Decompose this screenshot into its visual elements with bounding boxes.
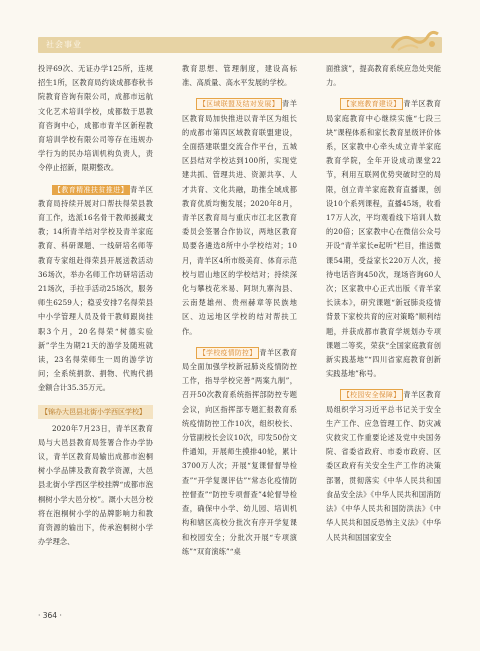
paragraph-text: 2020年7月23日，青羊区教育局与大邑县教育局签署合作办学协议，青羊区教育局输出成都市泡桐树小学品牌及教育教学资源，大邑县北街小学西区学校挂牌“成都市泡桐树小学大邑分校”。溉小大邑分校将在泡桐树小学的品牌影响力和教育资源的输出下，传承泡桐树小学办学理念、 — [38, 423, 153, 547]
section-header-bar — [38, 37, 442, 53]
paragraph-text: 教育思想、管理制度，建设高标准、高质量、高水平发展的学校。 — [182, 64, 297, 88]
paragraph-text: 青羊区教育局全面加强学校新冠肺炎疫情防控工作，指导学校完善“两案九制”，召开50次教育系统指挥部防控专题会议，向区指挥部专题汇报教育系统疫情防控工作10次，组织校长、分管副校长会议10次，印发50份文件通知，开展师生摸排40轮，累计3700万人次；开展“复课督督导检查”“开学复课评估”“常态化疫情防控督查”“防控专项督查”4轮督导检查，确保中小学、幼儿园、培训机构和辖区高校分批次有序开学复课和校园安全；分批次开展“专项演练”“双育演练”“桌 — [182, 347, 297, 556]
paragraph-text: 青羊区教育局加快推进以青羊区为组长的成都市第四区域教育联盟建设，全面搭建联盟交流合作平台，五城区县结对学校达到100所，实现党建共抓、管理共进、资源共享、人才共育、文化共融，助推全域成都教育优质均衡发展；2020年8月，青羊区教育局与重庆市江北区教育委员会签署合作协议，两地区教育局要各遴选8所中小学校结对；10月，青羊区4所市级美育、体育示范校与眉山地区的学校结对；持续深化与攀枝花米易、阿坝九寨沟县、云南楚雄州、贵州赫章等民族地区、边远地区学校的结对帮扶工作。 — [182, 99, 298, 336]
section-heading-family-education: 【家庭教育建设】 — [340, 98, 403, 110]
paragraph-text: 青羊区教育局持续开展对口帮扶得荣县教育工作，选派16名骨干教师援藏支教；14所青羊结对学校及青羊家庭教育、科研课题、一线研培名师等教育专家组赴得荣县开展送教活动36场次，举办名师工作坊研培活动21场次，手拉手活动25场次，服务师生6259人；稳妥安排7名得荣县中小学管理人员及骨干教师跟岗挂职3个月，20名得荣“树德实验新”学生为期21天的游学及随班就读，23名得荣师生一周的游学访问；全系统捐款、捐物、代购代捐金额合计35.35万元。 — [38, 184, 153, 393]
column-middle — [182, 62, 297, 627]
section-paragraph — [182, 97, 297, 338]
paragraph-text: 投评69次、无证办学125所，连规招生1所，区教育局约谈成都春秋书院教育咨询有限公司，成都市远航文化艺术培训学校，成都数于思教育咨询中心，成都市青羊区新程教育培训学校有限公司等存在违规办学行为的民办培训机构负责人，责令停止招新，限期整改。 — [38, 64, 153, 173]
paragraph-text: 面推演”，提高教育系统应急处突能力。 — [326, 64, 441, 88]
section-paragraph — [38, 183, 153, 396]
column-left — [38, 62, 153, 627]
paragraph-text: 青羊区教育局组织学习习近平总书记关于安全生产工作、应急管理工作、防灾减灾救灾工作重要论述及党中央国务院、省委省政府、市委市政府、区委区政府有关安全生产工作的决策部署，贯彻落实《中华人民共和国食品安全法》《中华人民共和国消防法》《中华人民共和国防洪法》《中华人民共和国反恐怖主义法》《中华人民共和国国家安全 — [326, 390, 441, 542]
section-title: 社会事业 — [46, 40, 82, 49]
section-heading-alliance: 【区域联盟及结对发展】 — [196, 98, 282, 110]
section-paragraph — [326, 97, 441, 381]
section-heading-dayi-school: 【锦办大邑县北街小学西区学校】 — [38, 405, 153, 419]
section-paragraph — [182, 346, 297, 559]
section-paragraph — [326, 388, 441, 544]
decorative-swirl-icon — [388, 28, 440, 54]
column-right — [326, 62, 441, 627]
page-number: · 364 · — [38, 611, 62, 620]
section-heading-campus-safety: 【校园安全保障】 — [340, 389, 403, 401]
section-heading-poverty: 【教育精准扶贫推进】 — [54, 185, 129, 194]
section-heading-epidemic: 【学校疫情防控】 — [196, 347, 259, 359]
paragraph-text: 青羊区教育局家庭教育中心继续实施“七段三块”课程体系和家长教育星级评价体系，区家教中心牵头成立青羊家庭教育学院，全年开设成动课堂22节，利用互联网优势突破时空的局限，创立青羊家庭教育直播课，创设10个系列课程，直播45场，收看17万人次，平均观看线下培训人数的20倍；区家教中心在微信公众号开设“青羊家长e起听”栏目，推送微课54期，受益家长220万人次，接待电话咨询450次，现场咨询60人次；区家教中心正式出版《青羊家长读本》，研究课题“新冠肺炎疫情背景下家校共育的应对策略”顺利结题，并获成都市教育学规划办专项课题二等奖，荣获“全国家庭教育创新实践基地”“四川省家庭教育创新实践基地”称号。 — [326, 99, 441, 379]
